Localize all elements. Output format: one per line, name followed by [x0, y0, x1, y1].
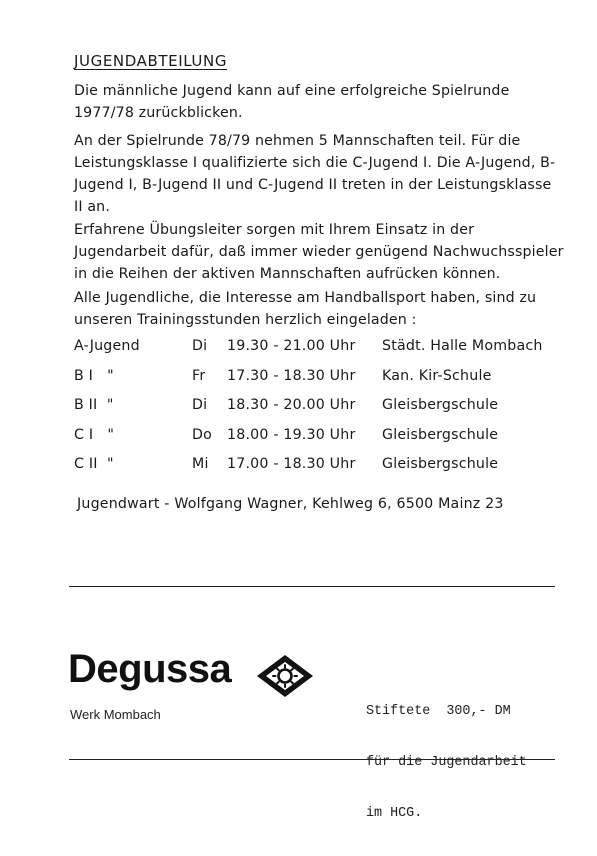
youth-warden-contact: Jugendwart - Wolfgang Wagner, Kehlweg 6, 6500 Mainz 23: [77, 496, 504, 512]
schedule-day: Di: [192, 338, 208, 354]
schedule-day: Di: [192, 397, 208, 413]
schedule-time: 17.30 - 18.30 Uhr: [227, 367, 356, 384]
schedule-team: C II ": [74, 456, 114, 472]
schedule-time: 18.30 - 20.00 Uhr: [227, 397, 356, 413]
schedule-row: [74, 338, 574, 368]
degussa-sun-logo-icon: [256, 654, 314, 698]
schedule-row: [74, 397, 574, 427]
divider-bottom: [69, 759, 555, 760]
schedule-row: [74, 427, 574, 457]
paragraph-invitation: Alle Jugendliche, die Interesse am Handballsport haben, sind zu unseren Trainingsstunden herzlich eingeladen :: [74, 290, 537, 328]
schedule-place: Gleisbergschule: [382, 456, 499, 472]
paragraph-teams: An der Spielrunde 78/79 nehmen 5 Mannschaften teil. Für die Leistungsklasse I qualifizierte sich die C-Jugend I. Die A-Jugend, B-Jugend I, B-Jugend II und C-Jugend II treten in der Leistungsklasse II an.: [74, 133, 556, 215]
training-schedule: [74, 338, 574, 486]
schedule-team: B II ": [74, 397, 114, 413]
schedule-team: B I ": [74, 367, 114, 384]
schedule-place: Gleisbergschule: [382, 397, 499, 413]
schedule-time: 19.30 - 21.00 Uhr: [227, 338, 356, 354]
divider-top: [69, 586, 555, 587]
schedule-time: 18.00 - 19.30 Uhr: [227, 426, 356, 443]
schedule-team: C I ": [74, 426, 115, 443]
sponsor-note: [366, 669, 527, 856]
sponsor-note-line: Stiftete 300,- DM: [366, 704, 511, 719]
schedule-team: A-Jugend: [74, 338, 140, 354]
sponsor-note-line: im HCG.: [366, 806, 423, 821]
sponsor-location: Werk Mombach: [70, 707, 161, 722]
sponsor-brand: Degussa: [68, 647, 232, 691]
schedule-day: Do: [192, 426, 213, 443]
paragraph-season-review: Die männliche Jugend kann auf eine erfolgreiche Spielrunde 1977/78 zurückblicken.: [74, 83, 510, 121]
sponsor-note-line: für die Jugendarbeit: [366, 755, 527, 770]
section-heading: JUGENDABTEILUNG: [74, 52, 228, 70]
paragraph-coaches: Erfahrene Übungsleiter sorgen mit Ihrem Einsatz in der Jugendarbeit dafür, daß immer wieder genügend Nachwuchsspieler in die Reihen der aktiven Mannschaften aufrücken können.: [74, 222, 564, 282]
schedule-row: [74, 368, 574, 398]
schedule-place: Gleisbergschule: [382, 426, 499, 443]
schedule-row: [74, 456, 574, 486]
schedule-day: Fr: [192, 367, 206, 384]
schedule-time: 17.00 - 18.30 Uhr: [227, 456, 356, 472]
schedule-place: Städt. Halle Mombach: [382, 338, 543, 354]
schedule-day: Mi: [192, 456, 209, 472]
schedule-place: Kan. Kir-Schule: [382, 367, 492, 384]
